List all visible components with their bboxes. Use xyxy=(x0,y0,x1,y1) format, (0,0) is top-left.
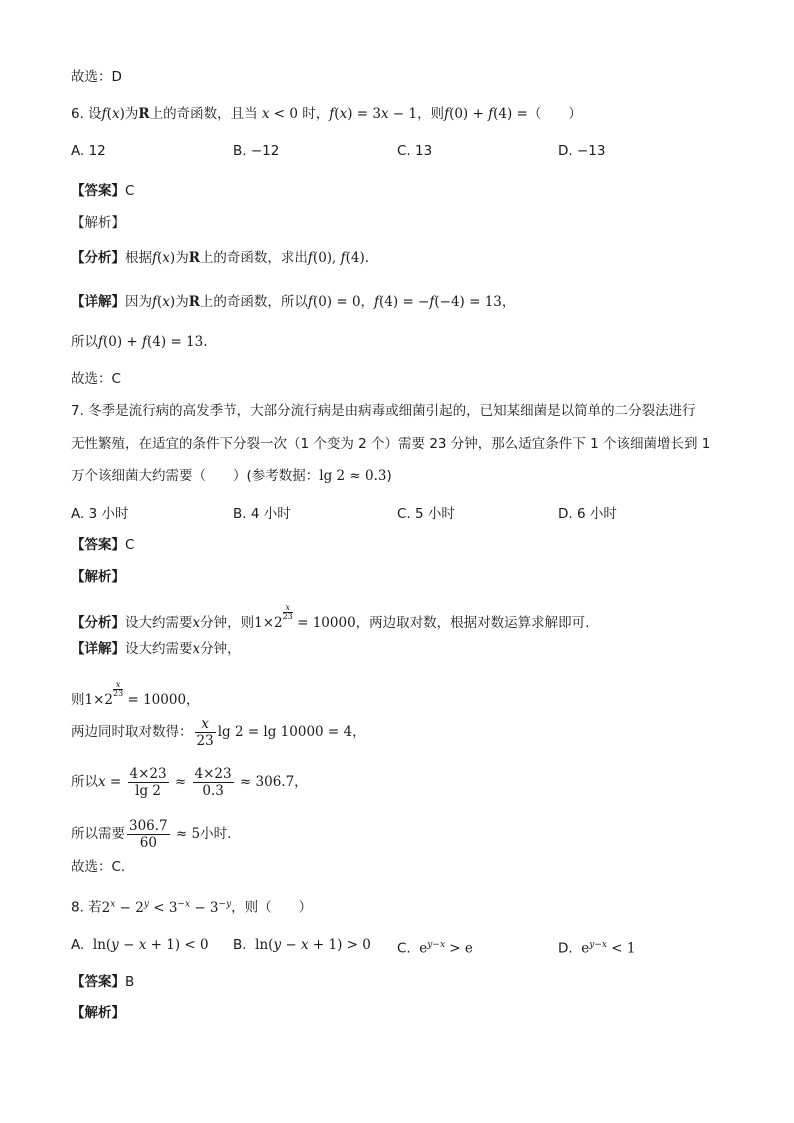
q7-option-c: C. 5 小时 xyxy=(397,506,455,522)
q8-answer: 【答案】B xyxy=(71,974,135,990)
q6-final-choice: 故选：C xyxy=(71,371,121,387)
q6-number: 6. 设 xyxy=(71,106,102,122)
q7-answer: 【答案】C xyxy=(71,537,135,553)
q6-option-d: D. −13 xyxy=(558,143,606,159)
question-8: 8. 若$2^x - 2^y < 3^{-x} - 3^{-y}$，则（ ） xyxy=(71,899,313,916)
q7-final-choice: 故选：C. xyxy=(71,859,126,875)
q7-option-b: B. 4 小时 xyxy=(233,506,291,522)
q6-target: f(0) + f(4) = xyxy=(444,106,528,122)
q6-fx: f xyxy=(101,106,107,122)
q7-stem-line2: 无性繁殖，在适宜的条件下分裂一次（1 个变为 2 个）需要 23 分钟，那么适宜条件下 1 个该细菌增长到 1 xyxy=(71,436,711,452)
q7-option-a: A. 3 小时 xyxy=(71,506,129,522)
q6-option-b: B. −12 xyxy=(233,143,280,159)
q7-fenxi: 【分析】设大约需要x分钟，则1×2 $\frac{x}{23}$ = 10000，两边取对数，根据对数运算求解即可. xyxy=(71,603,590,631)
q7-option-d: D. 6 小时 xyxy=(558,506,617,522)
q7-stem-line3: 万个该细菌大约需要（ ）(参考数据：lg 2 ≈ 0.3) xyxy=(71,468,392,484)
q7-log-step: 两边同时取对数得： $\frac{x}{23}$ lg 2 = lg 10000 = 4， xyxy=(71,716,366,749)
q6-definition: f(x) = 3x − 1 xyxy=(329,106,418,122)
q6-set-R: R xyxy=(138,106,150,122)
q7-analysis-tag: 【解析】 xyxy=(71,569,125,585)
q8-analysis-tag: 【解析】 xyxy=(71,1005,125,1021)
q7-solve-x: 所以x = $\frac{4\times 23}{\lg 2}$ ≈ $\frac{4\times 23}{0.3}$ ≈ 306.7， xyxy=(71,766,308,799)
q6-answer: 【答案】C xyxy=(71,183,135,199)
q6-option-c: C. 13 xyxy=(397,143,433,159)
q6-option-a: A. 12 xyxy=(71,143,106,159)
answer-choice-q5: 故选：D xyxy=(71,69,122,85)
q7-xiangjie: 【详解】设大约需要x分钟， xyxy=(71,641,241,657)
q6-xiangjie: 【详解】因为f(x)为R上的奇函数，所以f(0) = 0，f(4) = −f(−4) = 13， xyxy=(71,294,516,310)
q8-option-c: C. $e^{y-x} > e$ xyxy=(397,940,473,957)
question-6: 6. 设f(x)为R上的奇函数，且当 x < 0 时，f(x) = 3x − 1，则f(0) + f(4) =（ ） xyxy=(71,106,582,122)
q7-solve-hours: 所以需要 $\frac{306.7}{60}$ ≈ 5小时. xyxy=(71,818,232,851)
q8-inequality: $2^x - 2^y < 3^{-x} - 3^{-y}$ xyxy=(101,899,232,916)
q6-fenxi: 【分析】根据f(x)为R上的奇函数，求出f(0), f(4). xyxy=(71,250,370,266)
q7-stem-line1: 7. 冬季是流行病的高发季节，大部分流行病是由病毒或细菌引起的，已知某细菌是以简单的二分裂法进行 xyxy=(71,403,696,419)
q8-option-a: A. ln(y − x + 1) < 0 xyxy=(71,937,209,953)
q8-option-b: B. ln(y − x + 1) > 0 xyxy=(233,937,371,953)
q6-condition: x < 0 xyxy=(261,106,303,122)
q6-conclusion: 所以f(0) + f(4) = 13. xyxy=(71,334,208,350)
q6-analysis-tag: 【解析】 xyxy=(71,215,125,231)
q8-option-d: D. $e^{y-x} < 1$ xyxy=(558,940,636,957)
answer-tag: 【答案】 xyxy=(71,183,125,199)
q7-equation: 则1×2 $\frac{x}{23}$ = 10000， xyxy=(71,680,200,708)
